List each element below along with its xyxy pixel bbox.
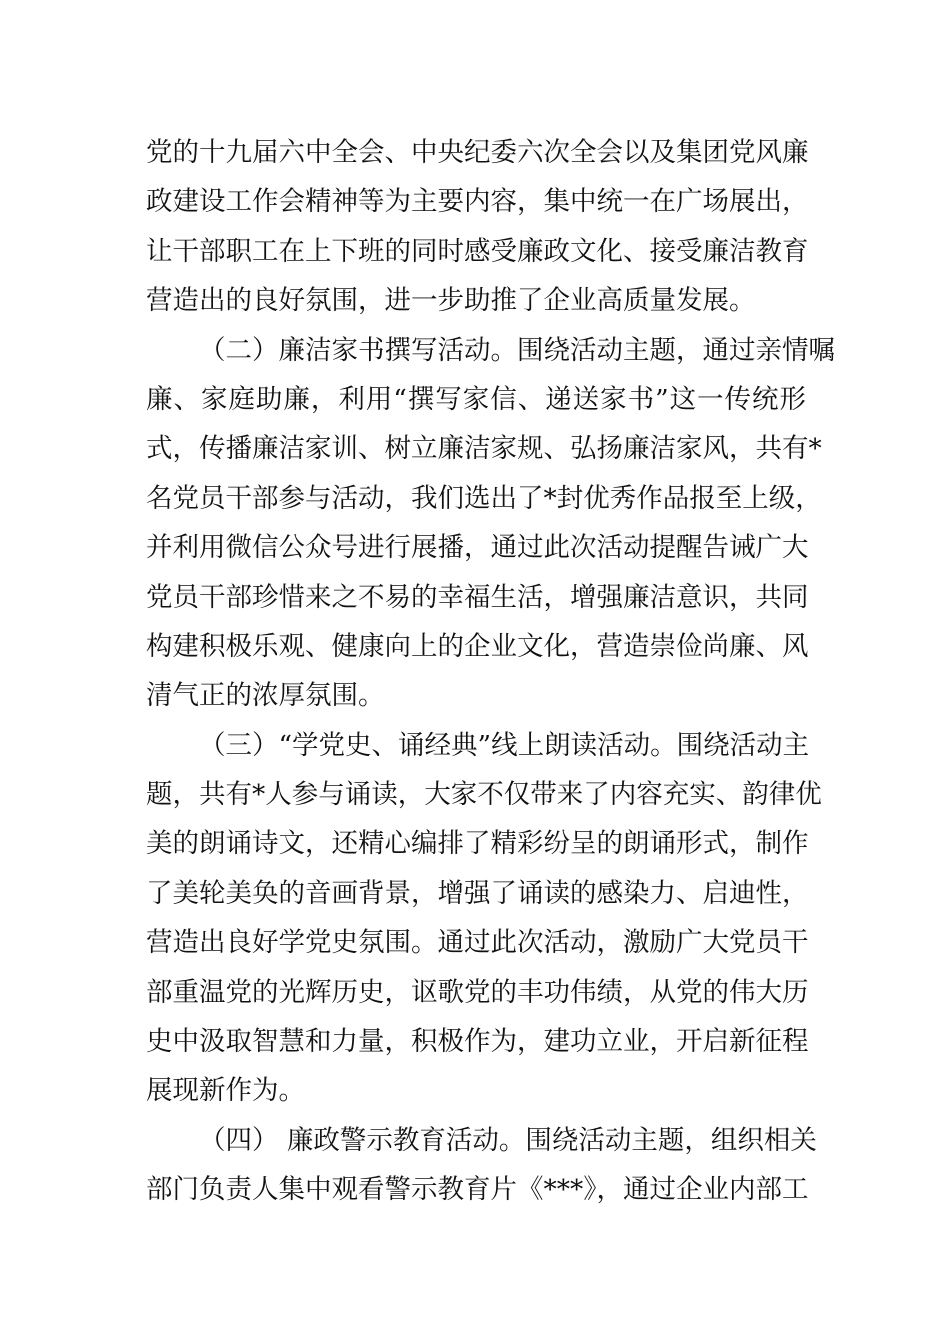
text-line: 了美轮美奂的音画背景，增强了诵读的感染力、启迪性， [146,877,809,909]
text-line: 式，传播廉洁家训、树立廉洁家规、弘扬廉洁家风，共有* [146,433,822,465]
text-line: 美的朗诵诗文，还精心编排了精彩纷呈的朗诵形式，制作 [146,828,809,860]
paragraph-first-line: （二）廉洁家书撰写活动。围绕活动主题，通过亲情嘱 [199,334,835,366]
text-line: 党的十九届六中全会、中央纪委六次全会以及集团党风廉 [146,137,809,168]
text-line: 政建设工作会精神等为主要内容，集中统一在广场展出， [146,186,809,218]
text-line: 营造出的良好氛围，进一步助推了企业高质量发展。 [146,285,756,317]
text-line: 让干部职工在上下班的同时感受廉政文化、接受廉洁教育 [146,235,809,267]
document-body [146,128,835,1215]
text-line: 展现新作为。 [146,1075,305,1107]
text-line: 党员干部珍惜来之不易的幸福生活，增强廉洁意识，共同 [146,581,809,613]
text-line: 营造出良好学党史氛围。通过此次活动，激励广大党员干 [146,927,809,959]
text-line: 并利用微信公众号进行展播，通过此次活动提醒告诫广大 [146,532,809,564]
text-line: 部门负责人集中观看警示教育片《***》，通过企业内部工 [146,1174,809,1206]
text-line: 构建积极乐观、健康向上的企业文化，营造崇俭尚廉、风 [146,630,809,662]
paragraph-first-line: （三）“学党史、诵经典”线上朗读活动。围绕活动主 [199,729,810,761]
text-line: 部重温党的光辉历史，讴歌党的丰功伟绩，从党的伟大历 [146,976,809,1008]
text-line: 廉、家庭助廉，利用“撰写家信、递送家书”这一传统形 [146,383,806,415]
text-line: 题，共有*人参与诵读，大家不仅带来了内容充实、韵律优 [146,779,822,811]
paragraph-first-line: （四） 廉政警示教育活动。围绕活动主题，组织相关 [199,1124,817,1156]
text-line: 史中汲取智慧和力量，积极作为，建功立业，开启新征程 [146,1026,809,1058]
text-line: 名党员干部参与活动，我们选出了*封优秀作品报至上级， [146,482,822,514]
text-line: 清气正的浓厚氛围。 [146,680,385,712]
